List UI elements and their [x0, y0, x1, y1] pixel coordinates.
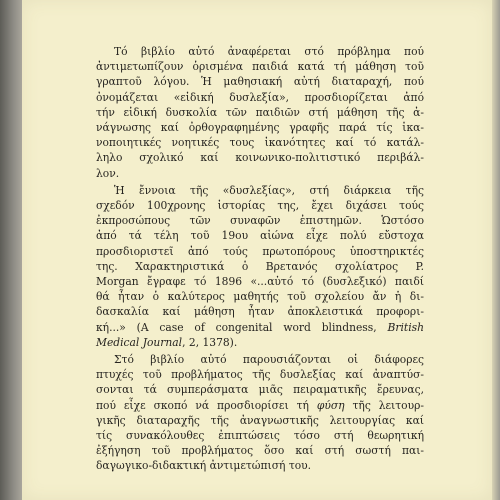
text-line: ἐκπροσώπους τῶν συναφῶν ἐπιστημῶν. Ὡστόσο	[96, 214, 424, 228]
text-line: της. Χαρακτηριστικά ὁ Βρετανός σχολίατρος P.	[96, 259, 424, 273]
left-binding-shadow	[0, 0, 22, 500]
text-line: γραπτοῦ λόγου. Ἡ μαθησιακή αὐτή διαταραχή, πού	[96, 75, 424, 89]
text-line-with-italic	[96, 398, 424, 413]
text-line: ἀντιμετωπίζουν ὁρισμένα παιδιά κατά τή μάθηση τοῦ	[96, 60, 424, 74]
text-line: Στό βιβλίο αὐτό παρουσιάζονται οἱ διάφορες	[114, 353, 424, 367]
text-line: Τό βιβλίο αὐτό ἀναφέρεται στό πρόβλημα πού	[114, 45, 424, 58]
citation-tail: , 2, 1378).	[182, 335, 238, 349]
citation-text: κή...» (A case of congenital word blindness,	[96, 320, 377, 334]
text-line: Morgan ἔγραφε τό 1896 «...αὐτό τό (δυσλεξικό) παιδί	[96, 275, 424, 289]
text-line-with-citation	[96, 320, 424, 335]
text-line: Ἡ ἔννοια τῆς «δυσλεξίας», στή διάρκεια τῆς	[114, 183, 424, 197]
text-line: θά ἦταν ὁ καλύτερος μαθητής τοῦ σχολείου ἄν ἡ δι-	[96, 290, 424, 304]
text-line: ἀπό τά τέλη τοῦ 19ου αἰώνα εἶχε πολύ εὔστοχα	[96, 229, 424, 243]
text-line: τήν εἰδική δυσκολία τῶν παιδιῶν στή μάθηση τῆς ἀ-	[96, 105, 424, 119]
text-line: τίς συνακόλουθες ἐπιπτώσεις τόσο στή θεωρητική	[96, 429, 424, 443]
text-segment: τῆς λειτουρ-	[352, 398, 424, 412]
text-line: νοποιητικές νοητικές τους ἱκανότητες καί τό κατάλ-	[96, 136, 424, 150]
text-segment: πού εἶχε σκοπό νά προσδιορίσει τή	[96, 398, 309, 412]
text-line: ἐξήγηση τοῦ προβλήματος ὅσο καί στή σωστή παι-	[96, 444, 424, 458]
journal-name-italic: British	[387, 320, 424, 334]
text-line: νάγνωσης καί ὀρθογραφημένης γραφῆς παρά τίς ἱκα-	[96, 121, 424, 135]
text-line: σονται τά συμπεράσματα μιᾶς πειραματικῆς ἔρευνας,	[96, 383, 424, 397]
text-line: γικῆς διαταραχῆς τῆς ἀναγνωστικῆς λειτουργίας καί	[96, 413, 424, 427]
right-page-edge	[492, 0, 500, 500]
paragraph-2	[96, 183, 424, 350]
cover-text-block	[96, 44, 424, 474]
text-line	[96, 335, 424, 350]
text-line: πτυχές τοῦ προβλήματος τῆς δυσλεξίας καί ἀναπτύσ-	[96, 368, 424, 382]
text-line: ὀνομάζεται «εἰδική δυσλεξία», προσδιορίζεται ἀπό	[96, 90, 424, 104]
text-line: δασκαλία καί μάθηση ἦταν ἀποκλειστικά προφορι-	[96, 305, 424, 319]
text-line: λον.	[96, 166, 120, 180]
paragraph-1	[96, 44, 424, 181]
journal-name-italic-continued: Medical Journal	[96, 335, 183, 349]
text-line: σχεδόν 100χρονης ἱστορίας της, ἔχει διχάσει τούς	[96, 199, 424, 213]
text-line: προσδιοριστεῖ ἀπό τούς πρωτοπόρους ὑποστηρικτές	[96, 244, 424, 258]
paragraph-3	[96, 352, 424, 474]
italic-word: φύση	[316, 398, 345, 412]
text-line: δαγωγικο-διδακτική ἀντιμετώπισή του.	[96, 459, 312, 473]
text-line: ληλο σχολικό καί κοινωνικο-πολιτιστικό περιβάλ-	[96, 151, 424, 165]
